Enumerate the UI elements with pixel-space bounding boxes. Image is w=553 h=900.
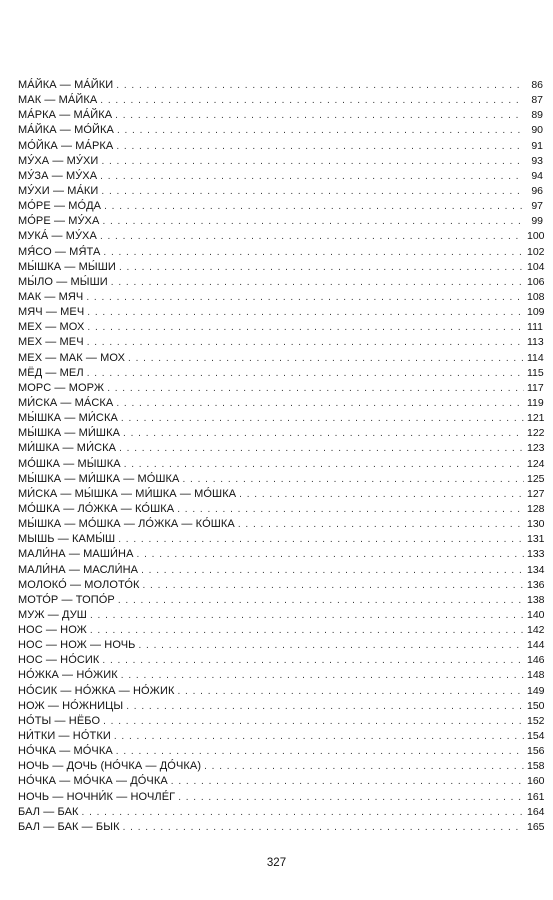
toc-entry-title: МЫ́ШКА — МИ́СКА <box>18 412 118 425</box>
toc-entry-title: МО́ЙКА — МА́РКА <box>18 139 114 152</box>
toc-entry-title: МАЛИ́НА — МАШИ́НА <box>18 548 134 561</box>
toc-entry-title: МЁД — МЕЛ <box>18 366 84 379</box>
toc-entry-page: 102 <box>527 245 545 258</box>
toc-entry-page: 100 <box>527 230 545 243</box>
toc-entry-title: МОЛОКО́ — МОЛОТО́К <box>18 578 140 591</box>
toc-entry <box>18 275 543 290</box>
toc-entry <box>18 426 543 441</box>
toc-entry-page: 149 <box>527 684 545 697</box>
toc-entry-title: МЫШЬ — КАМЫ́Ш <box>18 533 116 546</box>
toc-entry-page: 115 <box>527 366 544 379</box>
dot-leader <box>238 517 524 532</box>
toc-entry <box>18 214 543 229</box>
dot-leader <box>118 532 524 547</box>
toc-entry-title: МИ́ШКА — МИ́СКА <box>18 442 117 455</box>
toc-entry-page: 117 <box>527 381 544 394</box>
toc-entry <box>18 154 543 169</box>
dot-leader <box>103 714 524 729</box>
dot-leader <box>117 123 524 138</box>
toc-entry-page: 148 <box>527 669 545 682</box>
toc-entry <box>18 638 543 653</box>
toc-entry-page: 136 <box>527 578 545 591</box>
toc-entry <box>18 184 543 199</box>
dot-leader <box>116 744 524 759</box>
toc-entry-title: НОС — НОЖ — НОЧЬ <box>18 639 136 652</box>
dot-leader <box>239 487 524 502</box>
toc-entry <box>18 547 543 562</box>
toc-entry-title: НОЧЬ — НОЧНИ́К — НОЧЛЕ́Г <box>18 790 176 803</box>
dot-leader <box>100 169 524 184</box>
toc-entry-title: МЫ́ШКА — МЫ́ШИ <box>18 260 116 273</box>
table-of-contents <box>18 78 543 835</box>
toc-entry-page: 131 <box>527 533 545 546</box>
toc-entry-page: 121 <box>527 412 545 425</box>
toc-entry <box>18 366 543 381</box>
toc-entry-page: 94 <box>531 169 543 182</box>
toc-entry-page: 142 <box>527 624 545 637</box>
toc-entry-title: МЫ́ШКА — МО́ШКА — ЛО́ЖКА — КО́ШКА <box>18 518 235 531</box>
dot-leader <box>118 593 524 608</box>
toc-entry <box>18 699 543 714</box>
dot-leader <box>119 260 524 275</box>
toc-entry-page: 165 <box>527 820 545 833</box>
toc-entry-page: 89 <box>531 109 543 122</box>
toc-entry-title: МОТО́Р — ТОПО́Р <box>18 593 115 606</box>
toc-entry-page: 125 <box>527 472 545 485</box>
toc-entry-title: МЕХ — МЕЧ <box>18 336 84 349</box>
toc-entry <box>18 457 543 472</box>
toc-entry-title: МЕХ — МАК — МОХ <box>18 351 126 364</box>
toc-entry <box>18 578 543 593</box>
dot-leader <box>111 275 524 290</box>
toc-entry-title: БАЛ — БАК <box>18 805 79 818</box>
toc-entry <box>18 487 543 502</box>
dot-leader <box>102 653 524 668</box>
dot-leader <box>87 335 524 350</box>
toc-entry <box>18 411 543 426</box>
dot-leader <box>141 563 524 578</box>
toc-entry-title: МУКА́ — МУ́ХА <box>18 230 97 243</box>
toc-entry <box>18 335 543 350</box>
dot-leader <box>87 366 524 381</box>
dot-leader <box>121 668 524 683</box>
page-number: 327 <box>266 857 287 869</box>
toc-entry <box>18 351 543 366</box>
toc-entry <box>18 472 543 487</box>
toc-entry <box>18 305 543 320</box>
dot-leader <box>90 623 524 638</box>
toc-entry-page: 111 <box>527 321 543 334</box>
dot-leader <box>142 578 524 593</box>
toc-entry-page: 119 <box>527 396 544 409</box>
dot-leader <box>101 154 524 169</box>
toc-entry-title: БАЛ — БАК — БЫК <box>18 820 120 833</box>
toc-entry <box>18 396 543 411</box>
toc-entry-title: МАЛИ́НА — МАСЛИ́НА <box>18 563 139 576</box>
toc-entry-title: МЯ́СО — МЯ́ТА <box>18 245 101 258</box>
toc-entry <box>18 139 543 154</box>
toc-entry <box>18 563 543 578</box>
toc-entry-title: МЕХ — МОХ <box>18 321 85 334</box>
toc-entry-title: НОЖ — НО́ЖНИЦЫ <box>18 699 124 712</box>
dot-leader <box>101 184 524 199</box>
toc-entry-title: НО́СИК — НО́ЖКА — НО́ЖИК <box>18 684 175 697</box>
toc-entry-page: 96 <box>531 184 543 197</box>
dot-leader <box>102 214 524 229</box>
toc-entry-page: 108 <box>527 290 545 303</box>
dot-leader <box>87 305 524 320</box>
toc-entry-title: МО́ШКА — МЫ́ШКА <box>18 457 121 470</box>
toc-entry-title: НИ́ТКИ — НО́ТКИ <box>18 730 111 743</box>
toc-entry-title: НОС — НО́СИК <box>18 654 100 667</box>
toc-entry-title: МУЖ — ДУШ <box>18 608 87 621</box>
toc-entry-title: МАК — МЯЧ <box>18 290 84 303</box>
toc-entry <box>18 729 543 744</box>
toc-entry <box>18 623 543 638</box>
toc-entry-page: 122 <box>527 427 545 440</box>
dot-leader <box>123 426 524 441</box>
toc-entry-page: 123 <box>527 442 545 455</box>
toc-entry <box>18 381 543 396</box>
dot-leader <box>123 820 524 835</box>
dot-leader <box>107 381 524 396</box>
dot-leader <box>114 729 524 744</box>
dot-leader <box>177 684 524 699</box>
toc-entry-page: 128 <box>527 502 545 515</box>
dot-leader <box>116 396 524 411</box>
dot-leader <box>103 245 524 260</box>
toc-entry-title: МАК — МА́ЙКА <box>18 94 98 107</box>
dot-leader <box>100 229 524 244</box>
toc-entry-page: 127 <box>527 487 545 500</box>
toc-entry-page: 158 <box>527 760 545 773</box>
dot-leader <box>100 93 524 108</box>
toc-entry <box>18 260 543 275</box>
toc-entry <box>18 290 543 305</box>
toc-entry <box>18 320 543 335</box>
toc-entry-page: 124 <box>527 457 545 470</box>
toc-entry-title: МЫ́ШКА — МИ́ШКА — МО́ШКА <box>18 472 180 485</box>
toc-entry-page: 87 <box>531 94 543 107</box>
dot-leader <box>90 608 524 623</box>
toc-entry-page: 99 <box>531 215 543 228</box>
toc-entry-page: 109 <box>527 306 545 319</box>
toc-entry-title: МИ́СКА — МА́СКА <box>18 396 114 409</box>
toc-entry <box>18 199 543 214</box>
toc-entry-title: МЯЧ — МЕЧ <box>18 306 85 319</box>
toc-entry <box>18 229 543 244</box>
dot-leader <box>126 699 524 714</box>
toc-entry-page: 150 <box>527 699 545 712</box>
dot-leader <box>87 320 524 335</box>
toc-entry-page: 91 <box>531 139 543 152</box>
toc-entry-title: МУ́ХА — МУ́ХИ <box>18 154 99 167</box>
toc-entry-title: МО́ШКА — ЛО́ЖКА — КО́ШКА <box>18 502 175 515</box>
dot-leader <box>116 139 524 154</box>
toc-entry-title: НО́ЖКА — НО́ЖИК <box>18 669 118 682</box>
toc-entry-title: МА́ЙКА — МО́ЙКА <box>18 124 114 137</box>
toc-entry-page: 97 <box>531 200 543 213</box>
toc-entry-page: 161 <box>527 790 545 803</box>
toc-entry <box>18 169 543 184</box>
dot-leader <box>183 472 525 487</box>
dot-leader <box>82 805 524 820</box>
toc-entry-page: 154 <box>527 730 545 743</box>
dot-leader <box>119 441 524 456</box>
toc-entry-page: 164 <box>527 805 545 818</box>
toc-entry-page: 144 <box>527 639 545 652</box>
toc-entry <box>18 108 543 123</box>
toc-entry-title: МУ́ХИ — МА́КИ <box>18 184 99 197</box>
toc-entry-page: 146 <box>527 654 545 667</box>
toc-entry <box>18 441 543 456</box>
toc-entry-title: МЫ́ЛО — МЫ́ШИ <box>18 275 108 288</box>
toc-entry-title: МА́ЙКА — МА́ЙКИ <box>18 79 114 91</box>
toc-entry <box>18 790 543 805</box>
dot-leader <box>128 351 524 366</box>
toc-entry <box>18 502 543 517</box>
toc-entry <box>18 805 543 820</box>
toc-entry-title: МУ́ЗА — МУ́ХА <box>18 169 98 182</box>
toc-entry <box>18 759 543 774</box>
toc-entry <box>18 653 543 668</box>
toc-entry-title: МО́РЕ — МУ́ХА <box>18 215 100 228</box>
toc-entry-page: 113 <box>527 336 544 349</box>
toc-entry-title: НО́ЧКА — МО́ЧКА — ДО́ЧКА <box>18 775 168 788</box>
toc-entry-title: НО́ТЫ — НЁБО <box>18 714 101 727</box>
toc-entry <box>18 123 543 138</box>
toc-entry-page: 140 <box>527 608 545 621</box>
toc-entry <box>18 714 543 729</box>
toc-entry <box>18 245 543 260</box>
toc-entry-page: 106 <box>527 275 545 288</box>
dot-leader <box>86 290 524 305</box>
toc-entry <box>18 774 543 789</box>
toc-entry <box>18 78 543 93</box>
toc-entry-page: 156 <box>527 745 545 758</box>
toc-entry <box>18 744 543 759</box>
dot-leader <box>177 502 524 517</box>
dot-leader <box>178 790 524 805</box>
toc-entry <box>18 608 543 623</box>
dot-leader <box>139 638 525 653</box>
toc-entry-page: 114 <box>527 351 544 364</box>
toc-entry-title: НОС — НОЖ <box>18 624 87 637</box>
toc-entry <box>18 517 543 532</box>
dot-leader <box>104 199 524 214</box>
toc-entry <box>18 684 543 699</box>
dot-leader <box>124 457 524 472</box>
toc-entry-page: 104 <box>527 260 545 273</box>
dot-leader <box>171 774 524 789</box>
toc-entry-page: 90 <box>531 124 543 137</box>
toc-entry-page: 86 <box>531 79 543 91</box>
toc-entry-title: МО́РЕ — МО́ДА <box>18 200 102 213</box>
toc-entry-page: 152 <box>527 714 545 727</box>
dot-leader <box>116 78 524 93</box>
toc-entry-page: 138 <box>527 593 545 606</box>
toc-entry <box>18 668 543 683</box>
toc-entry-title: МА́РКА — МА́ЙКА <box>18 109 113 122</box>
toc-entry <box>18 593 543 608</box>
dot-leader <box>115 108 524 123</box>
toc-entry-page: 133 <box>527 548 545 561</box>
toc-entry-page: 130 <box>527 518 545 531</box>
toc-entry-title: МИ́СКА — МЫ́ШКА — МИ́ШКА — МО́ШКА <box>18 487 237 500</box>
toc-entry-page: 160 <box>527 775 545 788</box>
dot-leader <box>121 411 524 426</box>
toc-entry <box>18 532 543 547</box>
toc-entry-title: НОЧЬ — ДОЧЬ (НО́ЧКА — ДО́ЧКА) <box>18 760 202 773</box>
toc-entry-title: МЫ́ШКА — МИ́ШКА <box>18 427 121 440</box>
toc-entry-title: МОРС — МОРЖ <box>18 381 105 394</box>
toc-entry-title: НО́ЧКА — МО́ЧКА <box>18 745 113 758</box>
toc-entry <box>18 820 543 835</box>
dot-leader <box>204 759 524 774</box>
toc-entry-page: 93 <box>531 154 543 167</box>
toc-entry <box>18 93 543 108</box>
dot-leader <box>137 547 524 562</box>
toc-entry-page: 134 <box>527 563 545 576</box>
